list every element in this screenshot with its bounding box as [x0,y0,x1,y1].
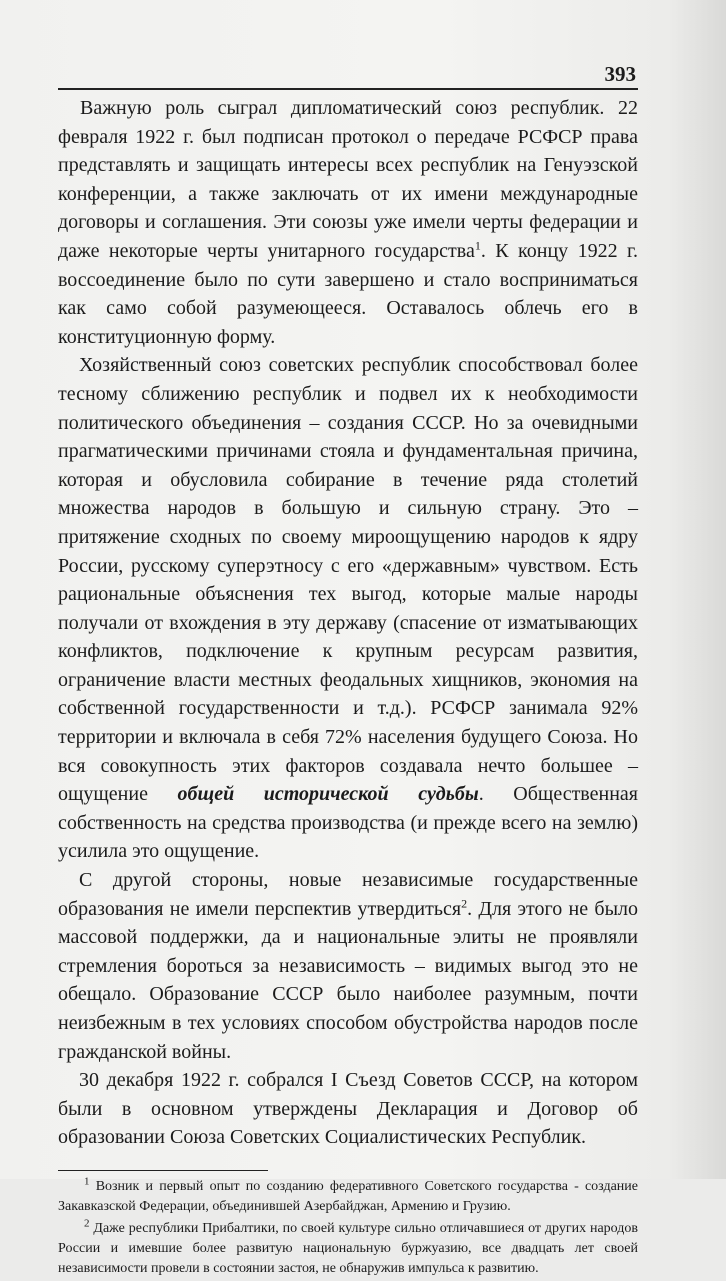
footnote-2 [58,1219,638,1279]
footnote-rule [58,1170,268,1171]
footnote-ref-2: 2 [461,895,468,910]
paragraph-4-text: 30 декабря 1922 г. собрался I Съезд Советов СССР, на котором были в основном утверждены Декларация и Договор об образовании Союза Советских Социалистических Республик. [58,1069,638,1149]
paragraph-1 [58,94,638,351]
footnote-1 [58,1177,638,1217]
paragraph-2-text-a: Хозяйственный союз советских республик способствовал более тесному сближению республик и подвел их к необходимости политического объединения – создания СССР. Но за очевидными прагматическими причинами стояла и фундаментальная причина, которая и обусловила собирание в течение ряда столетий множества народов в большую и сильную страну. Это – притяжение сходных по своему мироощущению народов к ядру России, русскому суперэтносу с его «державным» чувством. Есть рациональные объяснения тех выгод, которые малые народы получали от вхождения в эту державу (спасение от изматывающих конфликтов, подключение к крупным ресурсам развития, ограничение власти местных феодальных хищников, экономия на собственной государственности и т.д.). РСФСР занимала 92% территории и включала в себя 72% населения будущего Союза. Но вся совокупность этих факторов создавала нечто большее – ощущение [58,354,638,806]
paragraph-3-text-b: . Для этого не было массовой поддержки, да и национальные элиты не проявляли стремления бороться за независимость – видимых выгод это не обещало. Образование СССР было наиболее разумным, почти неизбежным в тех условиях способом обустройства народов после гражданской войны. [58,897,639,1063]
paragraph-2-text-b: . Общественная собственность на средства производства (и прежде всего на землю) усилила это ощущение. [58,783,638,863]
paragraph-2 [58,351,638,866]
paragraph-1-text-a: Важную роль сыграл дипломатический союз республик. 22 февраля 1922 г. был подписан протокол о передаче РСФСР права представлять и защищать интересы всех республик на Генуэзской конференции, а также заключать от их имени международные договоры и соглашения. Эти союзы уже имели черты федерации и даже некоторые черты унитарного государства [58,97,638,262]
page-number: 393 [604,62,636,86]
page-content [58,62,638,1281]
footnote-1-text: Возник и первый опыт по созданию федеративного Советского государства - создание Закавказской Федерации, объединившей Азербайджан, Армению и Грузию. [58,1178,638,1214]
footnote-2-text: Даже республики Прибалтики, по своей культуре сильно отличавшиеся от других народов России и имевшие более развитую национальную буржуазию, все двадцать лет своей независимости провели в состоянии застоя, не обнаружив импульса к развитию. [58,1220,639,1276]
footnote-2-number: 2 [84,1217,90,1230]
paragraph-3-text-a: С другой стороны, новые независимые государственные образования не имели перспектив утвердиться [58,869,638,920]
paragraph-2-emphasis: общей исторической судьбы [177,783,479,806]
paragraph-1-text-b: . К концу 1922 г. воссоединение было по сути завершено и стало восприниматься как само собой разумеющееся. Оставалось облечь его в конституционную форму. [58,239,638,348]
footnote-1-number: 1 [84,1175,90,1188]
footnote-ref-1: 1 [474,238,481,253]
header-rule [58,88,638,90]
paragraph-3 [58,866,638,1066]
paragraph-4 [58,1066,638,1152]
